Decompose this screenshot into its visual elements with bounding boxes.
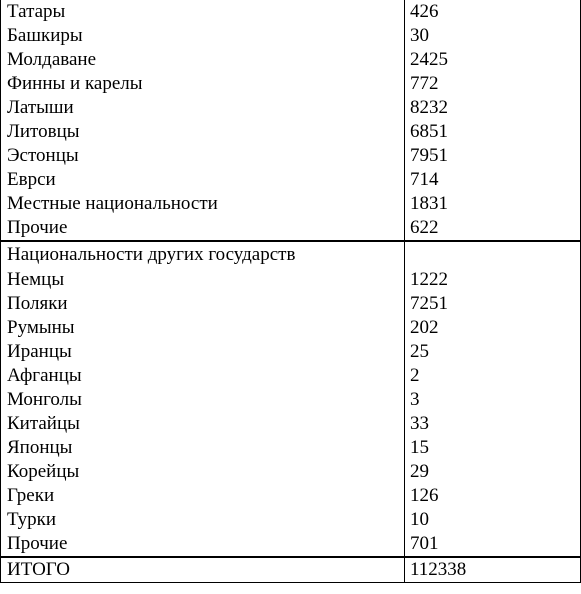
nationality-count: 714 [405, 168, 581, 192]
nationality-count: 202 [405, 316, 581, 340]
nationality-name: Поляки [1, 292, 405, 316]
group-header-label: Национальности других государств [1, 241, 405, 268]
table-row [1, 192, 581, 216]
nationality-name: Иранцы [1, 340, 405, 364]
nationality-count: 126 [405, 484, 581, 508]
table-row [1, 532, 581, 557]
nationality-count: 2425 [405, 48, 581, 72]
nationality-count: 10 [405, 508, 581, 532]
table-row [1, 436, 581, 460]
nationality-count: 622 [405, 216, 581, 241]
table-row [1, 96, 581, 120]
nationality-name: Финны и карелы [1, 72, 405, 96]
table-row [1, 120, 581, 144]
nationality-name: Немцы [1, 268, 405, 292]
nationality-count: 33 [405, 412, 581, 436]
nationality-count: 1222 [405, 268, 581, 292]
nationality-count: 426 [405, 0, 581, 24]
nationality-count: 25 [405, 340, 581, 364]
nationality-count: 701 [405, 532, 581, 557]
table-row [1, 412, 581, 436]
nationality-count: 2 [405, 364, 581, 388]
nationality-name: Татары [1, 0, 405, 24]
total-label: ИТОГО [1, 557, 405, 583]
nationality-count: 6851 [405, 120, 581, 144]
group-domestic [1, 0, 581, 241]
table-row [1, 340, 581, 364]
table-row [1, 144, 581, 168]
table-row [1, 24, 581, 48]
nationality-name: Румыны [1, 316, 405, 340]
table-row [1, 216, 581, 241]
nationality-name: Латыши [1, 96, 405, 120]
nationality-count: 8232 [405, 96, 581, 120]
table-row [1, 292, 581, 316]
group-header-value [405, 241, 581, 268]
table-row [1, 484, 581, 508]
group-foreign [1, 268, 581, 557]
table-row [1, 460, 581, 484]
nationality-name: Китайцы [1, 412, 405, 436]
nationality-count: 3 [405, 388, 581, 412]
nationality-name: Местные национальности [1, 192, 405, 216]
group-foreign-header [1, 241, 581, 268]
total-row [1, 557, 581, 583]
nationality-name: Молдаване [1, 48, 405, 72]
table-row [1, 388, 581, 412]
nationality-name: Прочие [1, 216, 405, 241]
table-row [1, 268, 581, 292]
table-row [1, 508, 581, 532]
table-row [1, 72, 581, 96]
table-row [1, 241, 581, 268]
nationality-name: Эстонцы [1, 144, 405, 168]
table-row [1, 364, 581, 388]
nationality-count: 29 [405, 460, 581, 484]
nationality-name: Турки [1, 508, 405, 532]
nationality-count: 7251 [405, 292, 581, 316]
nationality-name: Башкиры [1, 24, 405, 48]
nationality-count: 1831 [405, 192, 581, 216]
table-row [1, 48, 581, 72]
table-row [1, 316, 581, 340]
nationality-count: 15 [405, 436, 581, 460]
total-section [1, 557, 581, 583]
table-row [1, 0, 581, 24]
nationality-name: Японцы [1, 436, 405, 460]
nationality-count: 7951 [405, 144, 581, 168]
nationality-name: Афганцы [1, 364, 405, 388]
nationality-name: Литовцы [1, 120, 405, 144]
nationality-name: Монголы [1, 388, 405, 412]
total-value: 112338 [405, 557, 581, 583]
nationality-name: Прочие [1, 532, 405, 557]
nationality-count: 30 [405, 24, 581, 48]
nationality-name: Корейцы [1, 460, 405, 484]
nationality-name: Греки [1, 484, 405, 508]
nationality-name: Еврси [1, 168, 405, 192]
table-row [1, 168, 581, 192]
nationality-count: 772 [405, 72, 581, 96]
